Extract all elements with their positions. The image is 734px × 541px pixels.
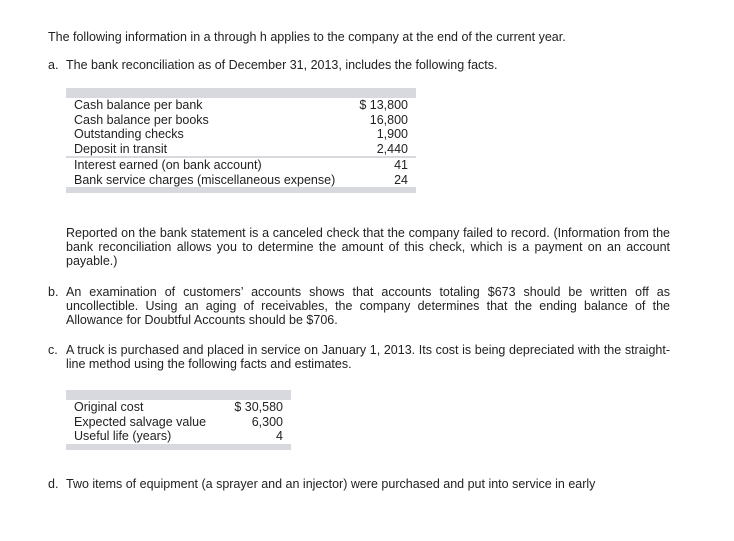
- item-d-label: d.: [48, 477, 59, 491]
- table-row: Bank service charges (miscellaneous expense) 24: [74, 172, 408, 187]
- item-b-text: An examination of customers’ accounts shows that accounts totaling $673 should be written off as uncollectible. Using an aging of receivables, the company determines that the ending balance of the Allowance for Doubtful Accounts should be $706.: [66, 285, 670, 327]
- table-row: Original cost $ 30,580: [74, 400, 283, 414]
- item-d-text: Two items of equipment (a sprayer and an injector) were purchased and put into service in early: [66, 477, 596, 491]
- bank-reconciliation-table: [66, 88, 416, 193]
- item-a-note: Reported on the bank statement is a canceled check that the company failed to record. (Information from the bank reconciliation allows you to determine the amount of this check, which is a payment on an account payable.): [66, 226, 670, 268]
- truck-depreciation-table: [66, 390, 291, 450]
- table-row: Interest earned (on bank account) 41: [74, 158, 408, 172]
- intro-text: The following information in a through h applies to the company at the end of the current year.: [48, 30, 566, 44]
- item-c-label: c.: [48, 343, 58, 357]
- table-row: Expected salvage value 6,300: [74, 414, 283, 429]
- table-row: Outstanding checks 1,900: [74, 127, 408, 141]
- table-row: Cash balance per bank $ 13,800: [74, 98, 408, 112]
- table-row: Deposit in transit 2,440: [74, 141, 408, 156]
- item-a-text: The bank reconciliation as of December 31, 2013, includes the following facts.: [66, 58, 498, 72]
- table-row: Useful life (years) 4: [74, 429, 283, 443]
- item-a-label: a.: [48, 58, 59, 72]
- item-b-label: b.: [48, 285, 59, 299]
- table-row: Cash balance per books 16,800: [74, 112, 408, 127]
- item-c-text: A truck is purchased and placed in service on January 1, 2013. Its cost is being depreciated with the straight-line method using the following facts and estimates.: [66, 343, 670, 371]
